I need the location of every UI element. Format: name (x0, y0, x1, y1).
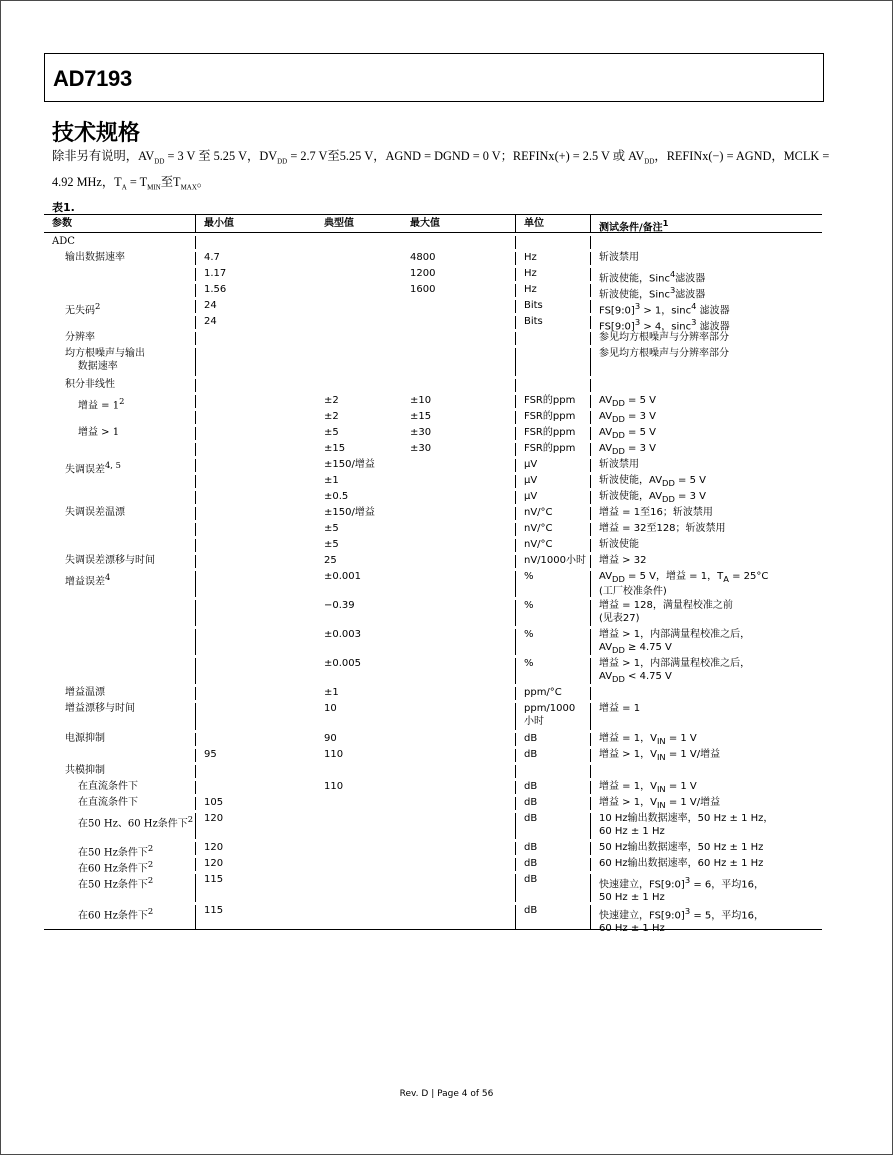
section-title: 技术规格 (52, 121, 141, 146)
cell-parameter (44, 443, 196, 456)
cell-unit: % (516, 600, 591, 626)
table-row (44, 794, 822, 810)
cell-conditions: 增益 > 1，内部满量程校准之后， $AV_{DD} \ge 4.75$ V (599, 629, 751, 655)
cell-min: 24 (204, 316, 217, 327)
cell-parameter: 失调误差温漂 (44, 507, 196, 520)
cell-unit: nV/°C (516, 539, 591, 552)
cell-min (196, 379, 316, 392)
cell-max: ±15 (402, 411, 516, 424)
cell-min: 105 (204, 797, 224, 808)
cell-min (196, 733, 316, 746)
cell-parameter: 在直流条件下 (44, 797, 196, 810)
cell-max (402, 491, 516, 504)
cell-min (196, 658, 316, 684)
cell-max (402, 687, 516, 700)
table-row (44, 488, 822, 504)
cell-max (402, 749, 516, 762)
cell-conditions (591, 236, 822, 249)
cell-conditions: 增益 > 32 (599, 555, 647, 566)
table-row (44, 684, 822, 700)
cell-unit: dB (516, 858, 591, 871)
cell-typ (316, 252, 402, 265)
cell-max (402, 475, 516, 488)
cell-unit (516, 765, 591, 778)
cell-conditions (591, 687, 822, 700)
cell-unit: nV/1000小时 (516, 555, 591, 568)
cell-min: 120 (204, 813, 224, 824)
cell-parameter (44, 475, 196, 488)
cell-typ (316, 905, 402, 929)
cell-min (196, 687, 316, 700)
cell-typ: 110 (324, 749, 344, 760)
cell-min (196, 507, 316, 520)
table-row (44, 597, 822, 626)
table-row (44, 568, 822, 597)
cell-conditions: 斩波使能，Sinc$^3$滤波器 (599, 285, 706, 301)
cell-conditions: 增益 = 1，$V_{IN} = 1$ V (599, 733, 697, 746)
cell-unit (516, 348, 591, 376)
cell-max (402, 874, 516, 902)
cell-typ (316, 332, 402, 345)
cell-typ (316, 284, 402, 297)
cell-parameter (44, 411, 196, 424)
cell-max (402, 905, 516, 929)
cell-parameter: 在直流条件下 (44, 781, 196, 794)
cell-parameter (44, 539, 196, 552)
table-row (44, 871, 822, 902)
cell-unit: dB (516, 874, 591, 902)
cell-min (196, 475, 316, 488)
cell-max (402, 236, 516, 249)
table-row (44, 297, 822, 317)
cell-max (402, 332, 516, 345)
cell-max: 1200 (402, 268, 516, 281)
cell-max (402, 300, 516, 313)
cell-unit: dB (516, 905, 591, 929)
header-box (44, 53, 824, 102)
cell-conditions: 斩波使能，$AV_{DD} = 3$ V (599, 491, 706, 504)
table-row (44, 376, 822, 392)
cell-typ: ±0.005 (324, 658, 362, 669)
table-row (44, 552, 822, 568)
cell-parameter: 失调误差$^{4, 5}$ (44, 459, 196, 472)
cell-min (196, 236, 316, 249)
cell-unit (516, 379, 591, 392)
cell-max (402, 507, 516, 520)
cell-min (196, 781, 316, 794)
table-row (44, 233, 822, 249)
cell-conditions: 60 Hz输出数据速率，60 Hz ± 1 Hz (599, 858, 764, 869)
table-row (44, 329, 822, 345)
table-row (44, 408, 822, 424)
cell-min: 1.56 (204, 284, 227, 295)
cell-typ (316, 874, 402, 902)
cell-min (196, 395, 316, 408)
cell-typ: 90 (324, 733, 337, 744)
cell-unit: FSR的ppm (516, 411, 591, 424)
cell-parameter: 增益漂移与时间 (44, 703, 196, 730)
cell-typ (316, 316, 402, 329)
cell-unit: % (516, 571, 591, 597)
cell-conditions: 参见均方根噪声与分辨率部分 (599, 348, 729, 359)
cell-typ: −0.39 (324, 600, 355, 611)
cell-unit: dB (516, 749, 591, 762)
cell-conditions: 增益 = 1，$V_{IN} = 1$ V (599, 781, 697, 794)
cell-max (402, 733, 516, 746)
cell-parameter (44, 284, 196, 297)
cell-conditions: 斩波使能，$AV_{DD} = 5$ V (599, 475, 706, 488)
cell-parameter: 在60 Hz条件下$^2$ (44, 905, 196, 929)
table-row (44, 472, 822, 488)
cell-min (196, 600, 316, 626)
cell-min (196, 703, 316, 730)
cell-unit (516, 236, 591, 249)
cell-parameter: 输出数据速率 (44, 252, 196, 265)
cell-parameter: 无失码$^2$ (44, 300, 196, 313)
cell-min: 115 (204, 874, 224, 885)
cell-conditions: 斩波禁用 (599, 459, 639, 470)
cell-unit: Bits (516, 300, 591, 313)
cell-parameter: 在60 Hz条件下$^2$ (44, 858, 196, 871)
cell-min (196, 427, 316, 440)
cell-typ (316, 765, 402, 778)
cell-unit: FSR的ppm (516, 395, 591, 408)
cell-min (196, 459, 316, 472)
cell-typ: ±5 (324, 427, 339, 438)
cell-conditions (591, 379, 822, 392)
cell-min (196, 443, 316, 456)
table-row (44, 504, 822, 520)
cell-conditions: 斩波使能，Sinc$^4$滤波器 (599, 269, 706, 285)
cell-parameter: 分辨率 (44, 332, 196, 345)
cell-conditions: FS[9:0]$^3$ > 4，sinc$^3$ 滤波器 (599, 317, 730, 333)
cell-min (196, 571, 316, 597)
cell-conditions: $AV_{DD} = 3$ V (599, 443, 656, 456)
cell-parameter: 在50 Hz条件下$^2$ (44, 842, 196, 855)
cell-unit: % (516, 629, 591, 655)
cell-typ: ±2 (324, 395, 339, 406)
cell-typ: ±0.003 (324, 629, 362, 640)
cell-parameter (44, 658, 196, 684)
cell-conditions: 斩波禁用 (599, 252, 639, 263)
cell-conditions: $AV_{DD} = 3$ V (599, 411, 656, 424)
cell-typ (316, 842, 402, 855)
cell-parameter: 增益 > 1 (44, 427, 196, 440)
cell-conditions: 50 Hz输出数据速率，50 Hz ± 1 Hz (599, 842, 764, 853)
col-header-min: 最小值 (204, 218, 234, 229)
cell-unit: ppm/°C (516, 687, 591, 700)
cell-typ: ±0.5 (324, 491, 349, 502)
cell-typ: ±150/增益 (324, 507, 375, 518)
cell-conditions: 增益 = 32至128；斩波禁用 (599, 523, 726, 534)
cell-conditions: 增益 > 1，内部满量程校准之后， $AV_{DD} < 4.75$ V (599, 658, 751, 684)
cell-conditions: 斩波使能 (599, 539, 639, 550)
table-row (44, 440, 822, 456)
cell-max (402, 523, 516, 536)
cell-conditions: 参见均方根噪声与分辨率部分 (599, 332, 729, 343)
cell-parameter: 增益误差$^4$ (44, 571, 196, 597)
cell-max (402, 842, 516, 855)
cell-typ (316, 858, 402, 871)
cell-max (402, 858, 516, 871)
table-row (44, 345, 822, 376)
table-row (44, 265, 822, 285)
col-header-typ: 典型值 (324, 218, 354, 229)
cell-typ: ±150/增益 (324, 459, 375, 470)
cell-conditions: FS[9:0]$^3$ > 1，sinc$^4$ 滤波器 (599, 301, 730, 317)
cell-parameter: 积分非线性 (44, 379, 196, 392)
cell-max (402, 629, 516, 655)
table-row (44, 655, 822, 684)
cell-typ: ±0.001 (324, 571, 362, 582)
cell-unit (516, 332, 591, 345)
table-header-row (44, 215, 822, 233)
table-row (44, 626, 822, 655)
cell-unit: dB (516, 781, 591, 794)
cell-unit: µV (516, 491, 591, 504)
cell-min: 95 (204, 749, 217, 760)
cell-max: 4800 (402, 252, 516, 265)
table-title: 表1. (52, 201, 75, 214)
cell-parameter: 增益温漂 (44, 687, 196, 700)
cell-min (196, 332, 316, 345)
cell-unit: nV/°C (516, 523, 591, 536)
table-row (44, 392, 822, 412)
cell-unit: dB (516, 813, 591, 839)
cell-typ: ±1 (324, 475, 339, 486)
cell-parameter: 在50 Hz条件下$^2$ (44, 874, 196, 902)
cell-unit: FSR的ppm (516, 427, 591, 440)
cell-conditions: 10 Hz输出数据速率，50 Hz ± 1 Hz， 60 Hz ± 1 Hz (599, 813, 774, 837)
cell-parameter: 共模抑制 (44, 765, 196, 778)
cell-min (196, 523, 316, 536)
cell-unit: Hz (516, 252, 591, 265)
cell-min: 24 (204, 300, 217, 311)
cell-typ (316, 379, 402, 392)
cell-max: ±10 (402, 395, 516, 408)
cell-conditions: $AV_{DD} = 5$ V (599, 395, 656, 408)
cell-typ: ±2 (324, 411, 339, 422)
cell-parameter: 在50 Hz、60 Hz条件下$^2$ (44, 813, 196, 839)
table-row (44, 730, 822, 746)
table-row (44, 810, 822, 839)
table-row (44, 456, 822, 476)
cell-min (196, 765, 316, 778)
table-row (44, 778, 822, 794)
cell-min: 115 (204, 905, 224, 916)
cell-typ (316, 268, 402, 281)
cell-max (402, 781, 516, 794)
table-row (44, 281, 822, 301)
table-row (44, 249, 822, 265)
cell-parameter (44, 268, 196, 281)
cell-max: 1600 (402, 284, 516, 297)
cell-min (196, 411, 316, 424)
table-row (44, 424, 822, 440)
table-row (44, 839, 822, 859)
cell-typ (316, 797, 402, 810)
cell-typ (316, 348, 402, 376)
cell-max (402, 316, 516, 329)
cell-typ: ±5 (324, 523, 339, 534)
cell-min (196, 491, 316, 504)
col-header-parameter: 参数 (44, 215, 196, 232)
cell-typ: ±15 (324, 443, 346, 454)
page-footer: Rev. D | Page 4 of 56 (399, 1089, 494, 1099)
cell-conditions: 增益 > 1，$V_{IN} = 1$ V/增益 (599, 797, 721, 810)
cell-unit: dB (516, 842, 591, 855)
cell-unit: µV (516, 475, 591, 488)
col-header-max: 最大值 (402, 215, 516, 232)
cell-conditions: 增益 = 1至16；斩波禁用 (599, 507, 713, 518)
cell-conditions: 快速建立，FS[9:0]$^3$ = 5，平均16， 60 Hz ± 1 Hz (599, 906, 764, 934)
cell-unit: Hz (516, 284, 591, 297)
cell-typ (316, 300, 402, 313)
cell-min: 120 (204, 858, 224, 869)
cell-conditions: 增益 = 128，满量程校准之前 (见表27) (599, 600, 733, 624)
col-header-unit: 单位 (516, 215, 591, 232)
cell-conditions: 增益 > 1，$V_{IN} = 1$ V/增益 (599, 749, 721, 762)
cell-parameter: 均方根噪声与输出 数据速率 (44, 348, 196, 376)
cell-min: 4.7 (204, 252, 220, 263)
cell-parameter: ADC (44, 236, 196, 249)
cell-max (402, 600, 516, 626)
cell-typ: 10 (324, 703, 337, 714)
cell-max (402, 555, 516, 568)
table-body (44, 233, 822, 934)
part-number: AD7193 (53, 66, 132, 91)
table-row (44, 520, 822, 536)
cell-unit: dB (516, 797, 591, 810)
table-row (44, 762, 822, 778)
cell-max (402, 348, 516, 376)
cell-unit: FSR的ppm (516, 443, 591, 456)
cell-unit: % (516, 658, 591, 684)
cell-parameter (44, 491, 196, 504)
cell-typ: ±1 (324, 687, 339, 698)
cell-parameter (44, 523, 196, 536)
cell-min (196, 348, 316, 376)
spec-table (44, 214, 822, 934)
cell-parameter: 电源抑制 (44, 733, 196, 746)
table-row (44, 700, 822, 730)
cell-unit: ppm/1000 小时 (516, 703, 591, 730)
cell-typ (316, 813, 402, 839)
table-row (44, 855, 822, 875)
cell-max (402, 703, 516, 730)
cell-min (196, 629, 316, 655)
cell-max (402, 658, 516, 684)
cell-typ: 25 (324, 555, 337, 566)
cell-min (196, 539, 316, 552)
cell-conditions: 增益 = 1 (599, 703, 641, 714)
cell-typ: ±5 (324, 539, 339, 550)
cell-max (402, 539, 516, 552)
cell-unit: nV/°C (516, 507, 591, 520)
cell-min: 120 (204, 842, 224, 853)
cell-parameter (44, 749, 196, 762)
cell-max: ±30 (402, 443, 516, 456)
cell-unit: µV (516, 459, 591, 472)
cell-conditions: $AV_{DD} = 5$ V (599, 427, 656, 440)
col-header-conditions: 测试条件/备注$^1$ (599, 218, 669, 234)
cell-parameter (44, 600, 196, 626)
cell-unit: dB (516, 733, 591, 746)
cell-max (402, 459, 516, 472)
cell-min (196, 555, 316, 568)
conditions-text: 除非另有说明，$AV_{DD} = 3$ V 至 5.25 V，$DV_{DD} = 2.7$ V至5.25 V，AGND = DGND = 0 V；REFINx(+) = 2.5 V 或 $AV_{DD}$，REFINx(−) = AGND，MCLK = 4.92 MHz，$T_A = T_{MIN}$至$T_{MAX}$。 (52, 149, 830, 192)
cell-typ: 110 (324, 781, 344, 792)
cell-max (402, 379, 516, 392)
cell-parameter: 失调误差漂移与时间 (44, 555, 196, 568)
cell-parameter: 增益 = $1^2$ (44, 395, 196, 408)
cell-max (402, 813, 516, 839)
cell-max (402, 765, 516, 778)
cell-typ (316, 236, 402, 249)
cell-max: ±30 (402, 427, 516, 440)
cell-unit: Bits (516, 316, 591, 329)
table-row (44, 902, 822, 934)
cell-conditions: 快速建立，FS[9:0]$^3$ = 6，平均16， 50 Hz ± 1 Hz (599, 875, 764, 903)
table-row (44, 746, 822, 762)
table-row (44, 536, 822, 552)
table-row (44, 313, 822, 333)
cell-conditions (591, 765, 822, 778)
cell-max (402, 571, 516, 597)
cell-unit: Hz (516, 268, 591, 281)
cell-parameter (44, 629, 196, 655)
cell-min: 1.17 (204, 268, 227, 279)
cell-parameter (44, 316, 196, 329)
cell-conditions: $AV_{DD} = 5$ V，增益 = 1，$T_A = 25^\circ C$ (工厂校准条件) (599, 571, 769, 597)
cell-max (402, 797, 516, 810)
